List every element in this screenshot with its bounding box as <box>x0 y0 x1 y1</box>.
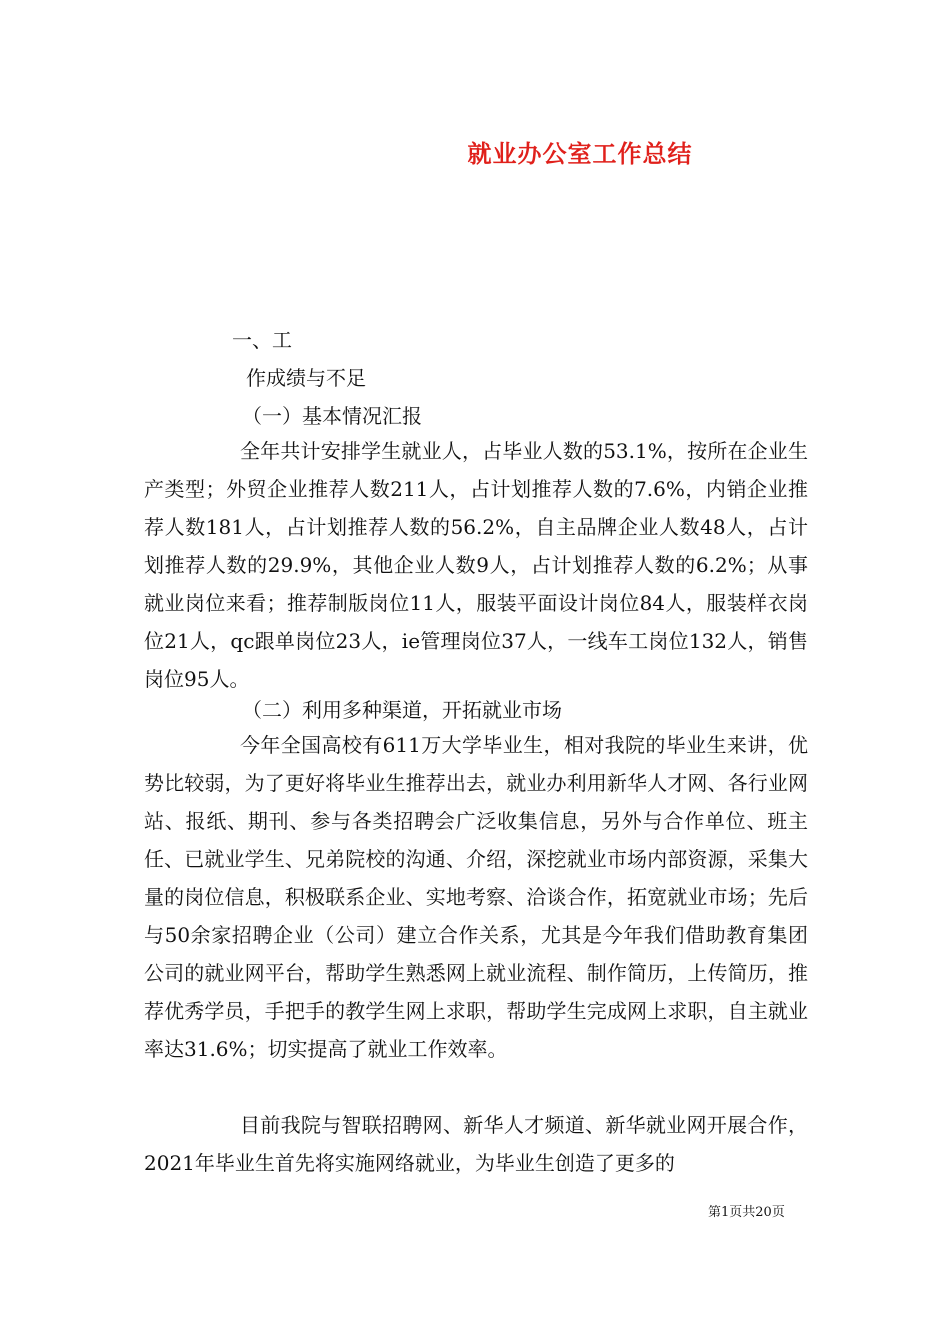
heading-part-2: 作成绩与不足 <box>246 366 366 390</box>
document-title: 就业办公室工作总结 <box>467 140 693 168</box>
page-number: 第1页共20页 <box>708 1205 785 1220</box>
section-2-title: （二）利用多种渠道，开拓就业市场 <box>242 698 562 722</box>
section-1-title: （一）基本情况汇报 <box>242 404 422 428</box>
heading-part-1: 一、工 <box>232 328 292 352</box>
paragraph-2: 今年全国高校有611万大学毕业生，相对我院的毕业生来讲，优势比较弱，为了更好将毕业生推荐出去，就业办利用新华人才网、各行业网站、报纸、期刊、参与各类招聘会广泛收集信息，另外与合作单位、班主任、已就业学生、兄弟院校的沟通、介绍，深挖就业市场内部资源，采集大量的岗位信息，积极联系企业、实地考察、洽谈合作，拓宽就业市场；先后与50余家招聘企业（公司）建立合作关系，尤其是今年我们借助教育集团公司的就业网平台，帮助学生熟悉网上就业流程、制作简历，上传简历，推荐优秀学员，手把手的教学生网上求职，帮助学生完成网上求职，自主就业率达31.6%；切实提高了就业工作效率。 <box>144 733 808 1061</box>
paragraph-3: 目前我院与智联招聘网、新华人才频道、新华就业网开展合作，2021年毕业生首先将实施网络就业，为毕业生创造了更多的 <box>144 1113 808 1175</box>
paragraph-1: 全年共计安排学生就业人，占毕业人数的53.1%，按所在企业生产类型；外贸企业推荐人数211人，占计划推荐人数的7.6%，内销企业推荐人数181人，占计划推荐人数的56.2%，自主品牌企业人数48人，占计划推荐人数的29.9%，其他企业人数9人，占计划推荐人数的6.2%；从事就业岗位来看；推荐制版岗位11人，服装平面设计岗位84人，服装样衣岗位21人，qc跟单岗位23人，ie管理岗位37人，一线车工岗位132人，销售岗位95人。 <box>144 439 808 691</box>
